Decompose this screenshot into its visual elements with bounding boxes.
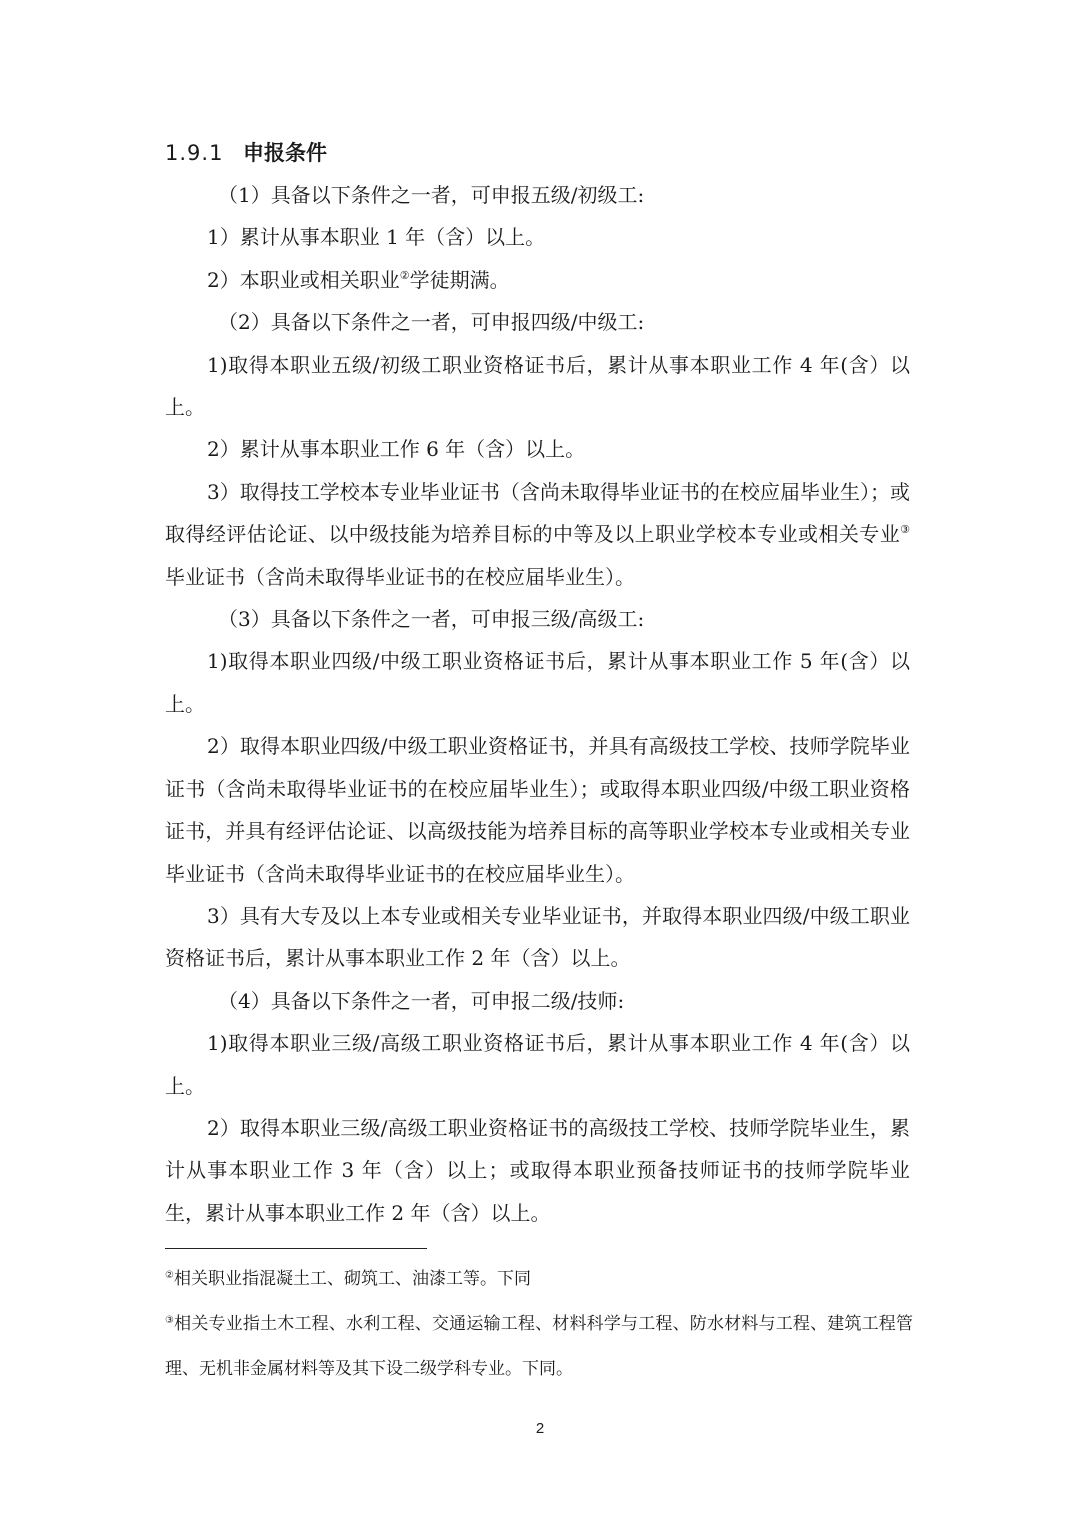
footnote (165, 1257, 913, 1302)
condition-item: 1)取得本职业五级/初级工职业资格证书后，累计从事本职业工作 4 年(含）以上。 (165, 352, 910, 420)
footnotes (165, 1257, 913, 1392)
footnote-mark: ② (165, 1270, 174, 1281)
page-content (165, 132, 910, 1234)
condition-item (165, 471, 910, 598)
condition-text: 学徒期满。 (409, 267, 510, 292)
footnote-mark: ③ (165, 1315, 175, 1326)
footnote-text: 相关职业指混凝土工、砌筑工、油漆工等。下同 (173, 1269, 531, 1289)
page-number: 2 (535, 1420, 545, 1437)
condition-group-3: （3）具备以下条件之一者，可申报三级/高级工: (218, 607, 645, 632)
condition-group-1: （1）具备以下条件之一者，可申报五级/初级工: (218, 183, 645, 207)
footnote-text: 相关专业指土木工程、水利工程、交通运输工程、材料科学与工程、防水材料与工程、建筑工程管理、无机非金属材料等及其下设二级学科专业。下同。 (165, 1314, 913, 1379)
section-title: 申报条件 (243, 141, 327, 165)
condition-item: 2）取得本职业四级/中级工职业资格证书，并具有高级技工学校、技师学院毕业证书（含尚未取得毕业证书的在校应届毕业生）；或取得本职业四级/中级工职业资格证书，并具有经评估论证、以高级技能为培养目标的高等职业学校本专业或相关专业毕业证书（含尚未取得毕业证书的在校应届毕业生）。 (165, 734, 910, 886)
condition-item: 1)取得本职业四级/中级工职业资格证书后，累计从事本职业工作 5 年(含）以上。 (165, 649, 910, 716)
condition-text: 2）本职业或相关职业 (207, 267, 400, 292)
footnote-ref: ② (399, 268, 410, 282)
condition-text: 毕业证书（含尚未取得毕业证书的在校应届毕业生）。 (165, 564, 635, 589)
section-heading (165, 132, 910, 174)
footnote-ref: ③ (900, 523, 910, 537)
condition-group-4: （4）具备以下条件之一者，可申报二级/技师: (218, 988, 625, 1013)
condition-item: 2）取得本职业三级/高级工职业资格证书的高级技工学校、技师学院毕业生，累计从事本职业工作 3 年（含）以上；或取得本职业预备技师证书的技师学院毕业生，累计从事本职业工作 2 年（含）以上。 (165, 1115, 910, 1225)
condition-item: 1）累计从事本职业 1 年（含）以上。 (207, 225, 546, 250)
footnote (165, 1302, 913, 1392)
condition-text: 3）取得技工学校本专业毕业证书（含尚未取得毕业证书的在校应届毕业生）；或取得经评估论证、以中级技能为培养目标的中等及以上职业学校本专业或相关专业 (165, 479, 910, 547)
footnote-divider (165, 1248, 427, 1249)
condition-item: 1)取得本职业三级/高级工职业资格证书后，累计从事本职业工作 4 年(含）以上。 (165, 1031, 910, 1098)
section-number: 1.9.1 (165, 141, 224, 165)
condition-item (165, 259, 910, 301)
condition-group-2: （2）具备以下条件之一者，可申报四级/中级工: (218, 310, 645, 335)
condition-item: 2）累计从事本职业工作 6 年（含）以上。 (207, 437, 586, 462)
condition-item: 3）具有大专及以上本专业或相关专业毕业证书，并取得本职业四级/中级工职业资格证书后，累计从事本职业工作 2 年（含）以上。 (165, 903, 910, 971)
